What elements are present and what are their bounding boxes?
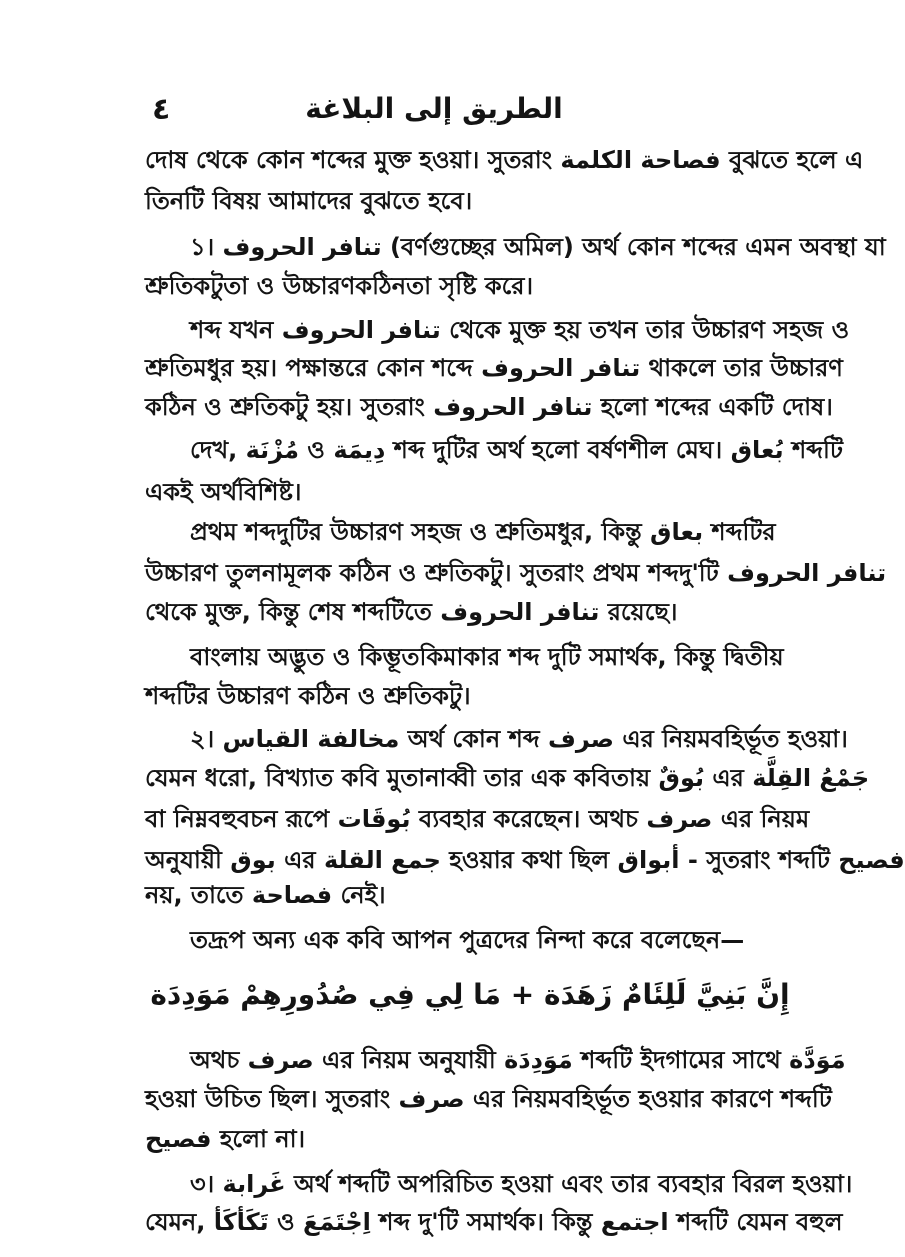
text-line: তিনটি বিষয় আমাদের বুঝতে হবে। xyxy=(145,187,473,215)
running-header xyxy=(0,88,868,132)
text-line: যেমন ধরো, বিখ্যাত কবি মুতানাব্বী তার এক কবিতায় بُوقٌ এর جَمْعُ القِلَّة xyxy=(145,764,870,792)
text-line: একই অর্থবিশিষ্ট। xyxy=(145,478,302,506)
text-line: প্রথম শব্দদুটির উচ্চারণ সহজ ও শ্রুতিমধুর, কিন্তু بعاق শব্দটির xyxy=(190,518,776,546)
text-line: হওয়া উচিত ছিল। সুতরাং صرف এর নিয়মবহির্ভূত হওয়ার কারণে শব্দটি xyxy=(145,1085,832,1113)
text-line: ২। مخالفة القياس অর্থ কোন শব্দ صرف এর নিয়মবহির্ভূত হওয়া। xyxy=(190,725,848,753)
text-line: উচ্চারণ তুলনামূলক কঠিন ও শ্রুতিকটু। সুতরাং প্রথম শব্দদু'টি تنافر الحروف xyxy=(145,559,887,587)
text-line: فصيح হলো না। xyxy=(145,1125,306,1153)
text-line: শব্দটির উচ্চারণ কঠিন ও শ্রুতিকটু। xyxy=(145,682,471,710)
text-line: অথচ صرف এর নিয়ম অনুযায়ী مَوَدِدَة শব্দটি ইদগামের সাথে مَوَدَّة xyxy=(190,1046,846,1074)
text-line: তদ্রূপ অন্য এক কবি আপন পুত্রদের নিন্দা করে বলেছেন— xyxy=(190,926,745,954)
text-line: দেখ, مُزْنَة ও دِيمَة শব্দ দুটির অর্থ হলো বর্ষণশীল মেঘ। بُعاق শব্দটি xyxy=(190,436,843,464)
text-line: বাংলায় অদ্ভুত ও কিম্ভূতকিমাকার শব্দ দুটি সমার্থক, কিন্তু দ্বিতীয় xyxy=(190,643,784,671)
text-line: শ্রুতিমধুর হয়। পক্ষান্তরে কোন শব্দে تنافر الحروف থাকলে তার উচ্চারণ xyxy=(145,354,843,382)
text-line: কঠিন ও শ্রুতিকটু হয়। সুতরাং تنافر الحروف হলো শব্দের একটি দোষ। xyxy=(145,393,833,421)
page-number: ٤ xyxy=(152,92,171,127)
text-line: নয়, তাতে فصاحة নেই। xyxy=(145,881,386,909)
text-line: যেমন, تَكَأكَأ ও اِجْتَمَعَ শব্দ দু'টি সমার্থক। কিন্তু اجتمع শব্দটি যেমন বহুল xyxy=(145,1208,843,1236)
text-line: অনুযায়ী بوق এর جمع القلة হওয়ার কথা ছিল أبواق - সুতরাং শব্দটি فصيح xyxy=(145,846,905,874)
text-line: শ্রুতিকটুতা ও উচ্চারণকঠিনতা সৃষ্টি করে। xyxy=(145,272,534,300)
text-line: দোষ থেকে কোন শব্দের মুক্ত হওয়া। সুতরাং فصاحة الكلمة বুঝতে হলে এ xyxy=(145,146,864,174)
text-line: ৩। غَرابة অর্থ শব্দটি অপরিচিত হওয়া এবং তার ব্যবহার বিরল হওয়া। xyxy=(190,1170,853,1198)
text-line: থেকে মুক্ত, কিন্তু শেষ শব্দটিতে تنافر الحروف রয়েছে। xyxy=(145,598,678,626)
text-line: ১। تنافر الحروف (বর্ণগুচ্ছের অমিল) অর্থ কোন শব্দের এমন অবস্থা যা xyxy=(190,233,886,261)
text-line: শব্দ যখন تنافر الحروف থেকে মুক্ত হয় তখন তার উচ্চারণ সহজ ও xyxy=(190,316,850,344)
text-line: বা নিম্নবহুবচন রূপে بُوقَات ব্যবহার করেছেন। অথচ صرف এর নিয়ম xyxy=(145,805,810,833)
poetry-verse: إِنَّ بَنِيَّ لَلِئَامٌ زَهَدَة + مَا لِي فِي صُدُورِهِمْ مَوَدِدَة xyxy=(150,978,790,1011)
book-title: الطريق إلى البلاغة xyxy=(305,92,563,125)
